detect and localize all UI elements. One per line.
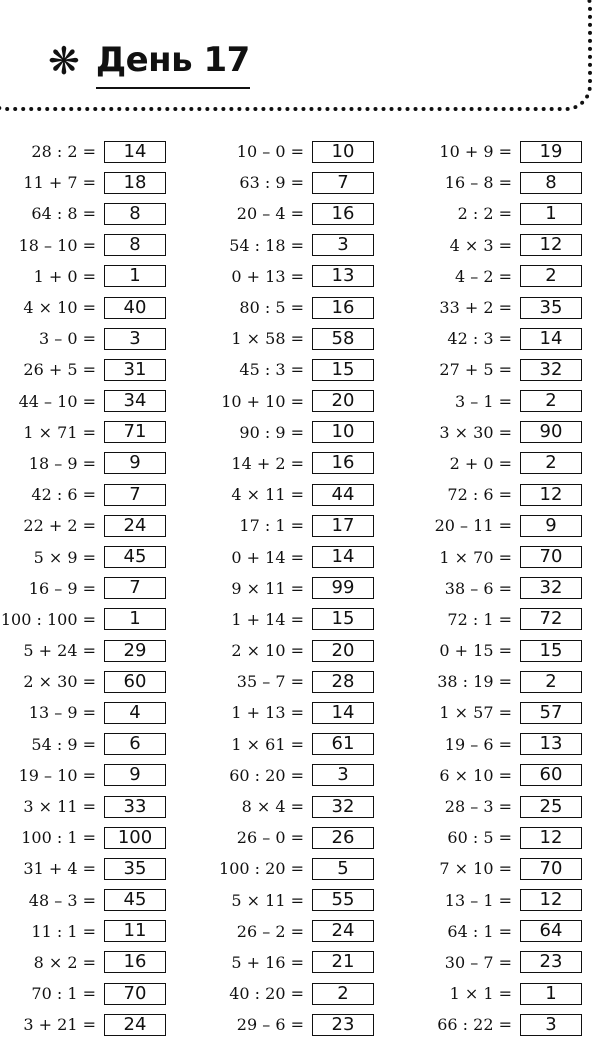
answer-box[interactable]: 7 <box>104 577 166 599</box>
answer-box[interactable]: 4 <box>104 702 166 724</box>
exercise-expression: 4 × 3 = <box>449 235 512 255</box>
answer-box[interactable]: 2 <box>520 671 582 693</box>
exercise-expression: 0 + 15 = <box>439 641 512 661</box>
answer-box[interactable]: 16 <box>312 203 374 225</box>
exercise-expression: 2 × 10 = <box>231 641 304 661</box>
page-title: День 17 <box>96 43 250 89</box>
exercise-row <box>416 697 600 728</box>
exercise-expression: 44 – 10 = <box>18 391 96 411</box>
exercise-expression: 1 + 13 = <box>231 703 304 723</box>
exercise-row <box>0 666 190 697</box>
answer-box[interactable]: 35 <box>520 297 582 319</box>
exercise-expression: 0 + 14 = <box>231 547 304 567</box>
answer-box[interactable]: 20 <box>312 640 374 662</box>
exercise-row <box>0 822 190 853</box>
exercise-expression: 1 + 14 = <box>231 609 304 629</box>
exercise-row <box>416 791 600 822</box>
exercise-expression: 30 – 7 = <box>444 952 512 972</box>
exercise-row <box>416 292 600 323</box>
exercise-row <box>0 167 190 198</box>
answer-box[interactable]: 7 <box>312 172 374 194</box>
exercise-row <box>208 822 398 853</box>
exercise-expression: 29 – 6 = <box>236 1015 304 1035</box>
exercise-row <box>0 729 190 760</box>
answer-box[interactable]: 3 <box>104 328 166 350</box>
exercise-row <box>416 822 600 853</box>
answer-box[interactable]: 12 <box>520 827 582 849</box>
answer-box[interactable]: 35 <box>104 858 166 880</box>
exercise-expression: 10 + 9 = <box>439 142 512 162</box>
answer-box[interactable]: 71 <box>104 421 166 443</box>
exercise-expression: 35 – 7 = <box>236 672 304 692</box>
exercise-expression: 8 × 2 = <box>33 952 96 972</box>
exercise-expression: 7 × 10 = <box>439 859 512 879</box>
answer-box[interactable]: 57 <box>520 702 582 724</box>
exercise-row <box>0 916 190 947</box>
answer-box[interactable]: 9 <box>104 452 166 474</box>
exercise-row <box>0 885 190 916</box>
exercise-row <box>208 697 398 728</box>
exercise-row <box>416 978 600 1009</box>
exercise-expression: 38 – 6 = <box>444 578 512 598</box>
answer-box[interactable]: 24 <box>104 515 166 537</box>
exercise-expression: 100 : 100 = <box>0 609 96 629</box>
answer-box[interactable]: 33 <box>104 796 166 818</box>
exercise-expression: 54 : 18 = <box>229 235 304 255</box>
asterisk-icon: ❋ <box>48 39 80 83</box>
answer-box[interactable]: 9 <box>520 515 582 537</box>
answer-box[interactable]: 24 <box>104 1014 166 1036</box>
exercise-row <box>208 947 398 978</box>
exercise-row <box>208 573 398 604</box>
exercise-row <box>0 1009 190 1040</box>
answer-box[interactable]: 58 <box>312 328 374 350</box>
exercise-expression: 20 – 4 = <box>236 204 304 224</box>
answer-box[interactable]: 29 <box>104 640 166 662</box>
exercise-row <box>416 167 600 198</box>
exercise-expression: 33 + 2 = <box>439 298 512 318</box>
exercise-expression: 2 × 30 = <box>23 672 96 692</box>
exercise-expression: 2 : 2 = <box>457 204 512 224</box>
answer-box[interactable]: 7 <box>104 484 166 506</box>
exercise-column-3 <box>416 136 600 1040</box>
answer-box[interactable]: 21 <box>312 951 374 973</box>
exercise-expression: 4 – 2 = <box>454 266 512 286</box>
exercise-expression: 19 – 6 = <box>444 734 512 754</box>
exercise-row <box>0 791 190 822</box>
answer-box[interactable]: 8 <box>104 234 166 256</box>
answer-box[interactable]: 10 <box>312 141 374 163</box>
answer-box[interactable]: 70 <box>520 858 582 880</box>
answer-box[interactable]: 45 <box>104 889 166 911</box>
answer-box[interactable]: 72 <box>520 608 582 630</box>
exercise-expression: 11 : 1 = <box>31 921 96 941</box>
answer-box[interactable]: 23 <box>520 951 582 973</box>
exercise-expression: 13 – 9 = <box>28 703 96 723</box>
exercise-row <box>0 978 190 1009</box>
exercise-expression: 90 : 9 = <box>239 422 304 442</box>
exercise-row <box>208 261 398 292</box>
exercise-expression: 1 × 57 = <box>439 703 512 723</box>
answer-box[interactable]: 31 <box>104 359 166 381</box>
exercise-row <box>416 417 600 448</box>
exercise-row <box>416 635 600 666</box>
exercise-row <box>208 136 398 167</box>
exercise-row <box>0 323 190 354</box>
answer-box[interactable]: 24 <box>312 920 374 942</box>
exercise-expression: 100 : 1 = <box>21 828 96 848</box>
exercise-expression: 42 : 3 = <box>447 329 512 349</box>
exercise-row <box>0 541 190 572</box>
exercise-expression: 70 : 1 = <box>31 984 96 1004</box>
answer-box[interactable]: 45 <box>104 546 166 568</box>
exercise-row <box>0 261 190 292</box>
exercise-row <box>416 666 600 697</box>
exercise-row <box>208 541 398 572</box>
answer-box[interactable]: 55 <box>312 889 374 911</box>
exercise-expression: 42 : 6 = <box>31 485 96 505</box>
exercise-row <box>416 198 600 229</box>
answer-box[interactable]: 44 <box>312 484 374 506</box>
answer-box[interactable]: 23 <box>312 1014 374 1036</box>
exercise-expression: 0 + 13 = <box>231 266 304 286</box>
exercise-expression: 38 : 19 = <box>437 672 512 692</box>
exercise-row <box>0 354 190 385</box>
exercise-row <box>0 573 190 604</box>
exercise-row <box>208 230 398 261</box>
exercise-expression: 22 + 2 = <box>23 516 96 536</box>
exercise-row <box>0 417 190 448</box>
exercise-expression: 26 + 5 = <box>23 360 96 380</box>
answer-box[interactable]: 12 <box>520 484 582 506</box>
exercise-row <box>416 604 600 635</box>
exercise-expression: 1 × 70 = <box>439 547 512 567</box>
exercise-expression: 6 × 10 = <box>439 765 512 785</box>
answer-box[interactable]: 18 <box>104 172 166 194</box>
exercise-row <box>416 573 600 604</box>
exercise-row <box>0 697 190 728</box>
exercise-expression: 11 + 7 = <box>23 173 96 193</box>
exercise-expression: 2 + 0 = <box>449 453 512 473</box>
exercise-expression: 60 : 5 = <box>447 828 512 848</box>
answer-box[interactable]: 5 <box>312 858 374 880</box>
answer-box[interactable]: 17 <box>312 515 374 537</box>
exercise-row <box>416 323 600 354</box>
exercise-expression: 3 – 1 = <box>454 391 512 411</box>
answer-box[interactable]: 12 <box>520 234 582 256</box>
exercise-row <box>208 760 398 791</box>
exercise-expression: 54 : 9 = <box>31 734 96 754</box>
exercise-row <box>208 604 398 635</box>
exercise-expression: 26 – 2 = <box>236 921 304 941</box>
exercise-row <box>0 198 190 229</box>
answer-box[interactable]: 26 <box>312 827 374 849</box>
answer-box[interactable]: 1 <box>104 608 166 630</box>
answer-box[interactable]: 1 <box>520 983 582 1005</box>
exercise-row <box>416 510 600 541</box>
answer-box[interactable]: 20 <box>312 390 374 412</box>
exercise-row <box>208 198 398 229</box>
exercise-expression: 31 + 4 = <box>23 859 96 879</box>
exercise-expression: 16 – 8 = <box>444 173 512 193</box>
answer-box[interactable]: 14 <box>104 141 166 163</box>
exercise-expression: 5 × 11 = <box>231 890 304 910</box>
answer-box[interactable]: 34 <box>104 390 166 412</box>
answer-box[interactable]: 15 <box>520 640 582 662</box>
exercise-row <box>0 479 190 510</box>
exercise-expression: 26 – 0 = <box>236 828 304 848</box>
exercise-expression: 4 × 11 = <box>231 485 304 505</box>
answer-box[interactable]: 3 <box>312 234 374 256</box>
answer-box[interactable]: 6 <box>104 733 166 755</box>
answer-box[interactable]: 11 <box>104 920 166 942</box>
answer-box[interactable]: 2 <box>520 390 582 412</box>
exercise-expression: 28 – 3 = <box>444 797 512 817</box>
exercise-row <box>0 230 190 261</box>
answer-box[interactable]: 70 <box>520 546 582 568</box>
exercise-row <box>416 947 600 978</box>
answer-box[interactable]: 60 <box>104 671 166 693</box>
answer-box[interactable]: 28 <box>312 671 374 693</box>
exercise-row <box>208 916 398 947</box>
answer-box[interactable]: 12 <box>520 889 582 911</box>
exercise-row <box>416 261 600 292</box>
answer-box[interactable]: 10 <box>312 421 374 443</box>
exercise-expression: 63 : 9 = <box>239 173 304 193</box>
answer-box[interactable]: 61 <box>312 733 374 755</box>
exercise-expression: 13 – 1 = <box>444 890 512 910</box>
exercise-expression: 80 : 5 = <box>239 298 304 318</box>
exercise-expression: 3 – 0 = <box>38 329 96 349</box>
exercise-expression: 4 × 10 = <box>23 298 96 318</box>
answer-box[interactable]: 25 <box>520 796 582 818</box>
exercise-row <box>208 448 398 479</box>
exercise-row <box>416 230 600 261</box>
exercise-expression: 19 – 10 = <box>18 765 96 785</box>
exercise-row <box>416 729 600 760</box>
exercise-expression: 10 + 10 = <box>221 391 304 411</box>
answer-box[interactable]: 19 <box>520 141 582 163</box>
exercise-expression: 60 : 20 = <box>229 765 304 785</box>
answer-box[interactable]: 9 <box>104 764 166 786</box>
exercise-expression: 14 + 2 = <box>231 453 304 473</box>
exercise-expression: 3 × 11 = <box>23 797 96 817</box>
answer-box[interactable]: 15 <box>312 608 374 630</box>
exercise-row <box>416 885 600 916</box>
exercise-row <box>208 853 398 884</box>
answer-box[interactable]: 32 <box>520 359 582 381</box>
answer-box[interactable]: 14 <box>520 328 582 350</box>
exercise-row <box>0 448 190 479</box>
exercise-row <box>208 791 398 822</box>
exercise-expression: 8 × 4 = <box>241 797 304 817</box>
answer-box[interactable]: 16 <box>104 951 166 973</box>
answer-box[interactable]: 15 <box>312 359 374 381</box>
exercise-expression: 1 × 71 = <box>23 422 96 442</box>
answer-box[interactable]: 100 <box>104 827 166 849</box>
exercise-row <box>208 386 398 417</box>
answer-box[interactable]: 14 <box>312 702 374 724</box>
exercise-expression: 1 × 61 = <box>231 734 304 754</box>
exercise-expression: 48 – 3 = <box>28 890 96 910</box>
exercise-expression: 10 – 0 = <box>236 142 304 162</box>
exercise-row <box>416 853 600 884</box>
answer-box[interactable]: 60 <box>520 764 582 786</box>
exercise-row <box>208 479 398 510</box>
exercise-expression: 28 : 2 = <box>31 142 96 162</box>
exercise-row <box>0 604 190 635</box>
answer-box[interactable]: 14 <box>312 546 374 568</box>
exercise-expression: 3 × 30 = <box>439 422 512 442</box>
answer-box[interactable]: 8 <box>520 172 582 194</box>
exercise-row <box>208 354 398 385</box>
exercise-row <box>208 417 398 448</box>
exercise-row <box>0 292 190 323</box>
answer-box[interactable]: 3 <box>312 764 374 786</box>
answer-box[interactable]: 32 <box>312 796 374 818</box>
exercise-row <box>416 916 600 947</box>
exercise-expression: 40 : 20 = <box>229 984 304 1004</box>
answer-box[interactable]: 1 <box>104 265 166 287</box>
exercise-row <box>208 510 398 541</box>
exercise-row <box>0 136 190 167</box>
exercise-expression: 9 × 11 = <box>231 578 304 598</box>
exercise-expression: 5 + 24 = <box>23 641 96 661</box>
answer-box[interactable]: 32 <box>520 577 582 599</box>
exercise-row <box>416 354 600 385</box>
exercise-row <box>208 885 398 916</box>
exercise-row <box>208 1009 398 1040</box>
exercise-row <box>0 510 190 541</box>
exercise-row <box>416 1009 600 1040</box>
exercise-expression: 72 : 6 = <box>447 485 512 505</box>
exercise-expression: 18 – 10 = <box>18 235 96 255</box>
exercise-row <box>416 386 600 417</box>
exercise-expression: 64 : 1 = <box>447 921 512 941</box>
exercise-column-1 <box>0 136 190 1040</box>
exercise-expression: 1 + 0 = <box>33 266 96 286</box>
answer-box[interactable]: 2 <box>520 265 582 287</box>
exercise-expression: 72 : 1 = <box>447 609 512 629</box>
answer-box[interactable]: 13 <box>312 265 374 287</box>
exercise-expression: 16 – 9 = <box>28 578 96 598</box>
answer-box[interactable]: 2 <box>520 452 582 474</box>
exercise-row <box>208 729 398 760</box>
exercise-expression: 1 × 58 = <box>231 329 304 349</box>
exercise-row <box>416 136 600 167</box>
exercise-expression: 66 : 22 = <box>437 1015 512 1035</box>
exercise-expression: 20 – 11 = <box>434 516 512 536</box>
exercise-expression: 3 + 21 = <box>23 1015 96 1035</box>
answer-box[interactable]: 13 <box>520 733 582 755</box>
exercise-row <box>0 386 190 417</box>
exercise-row <box>208 635 398 666</box>
exercise-row <box>0 853 190 884</box>
exercise-row <box>416 760 600 791</box>
exercise-expression: 5 + 16 = <box>231 952 304 972</box>
exercise-row <box>416 541 600 572</box>
answer-box[interactable]: 90 <box>520 421 582 443</box>
exercise-row <box>208 978 398 1009</box>
exercise-row <box>208 167 398 198</box>
answer-box[interactable]: 2 <box>312 983 374 1005</box>
exercise-row <box>416 479 600 510</box>
exercise-expression: 45 : 3 = <box>239 360 304 380</box>
answer-box[interactable]: 1 <box>520 203 582 225</box>
exercise-row <box>208 292 398 323</box>
exercise-expression: 17 : 1 = <box>239 516 304 536</box>
exercise-row <box>208 666 398 697</box>
answer-box[interactable]: 64 <box>520 920 582 942</box>
answer-box[interactable]: 70 <box>104 983 166 1005</box>
exercise-expression: 1 × 1 = <box>449 984 512 1004</box>
exercise-column-2 <box>208 136 398 1040</box>
exercise-row <box>0 760 190 791</box>
exercise-expression: 27 + 5 = <box>439 360 512 380</box>
answer-box[interactable]: 3 <box>520 1014 582 1036</box>
page-header <box>48 34 250 90</box>
exercise-expression: 18 – 9 = <box>28 453 96 473</box>
answer-box[interactable]: 99 <box>312 577 374 599</box>
exercise-expression: 100 : 20 = <box>219 859 304 879</box>
exercise-row <box>0 947 190 978</box>
exercise-row <box>208 323 398 354</box>
answer-box[interactable]: 16 <box>312 297 374 319</box>
answer-box[interactable]: 40 <box>104 297 166 319</box>
answer-box[interactable]: 8 <box>104 203 166 225</box>
answer-box[interactable]: 16 <box>312 452 374 474</box>
exercise-row <box>416 448 600 479</box>
exercise-expression: 64 : 8 = <box>31 204 96 224</box>
exercise-row <box>0 635 190 666</box>
exercise-expression: 5 × 9 = <box>33 547 96 567</box>
